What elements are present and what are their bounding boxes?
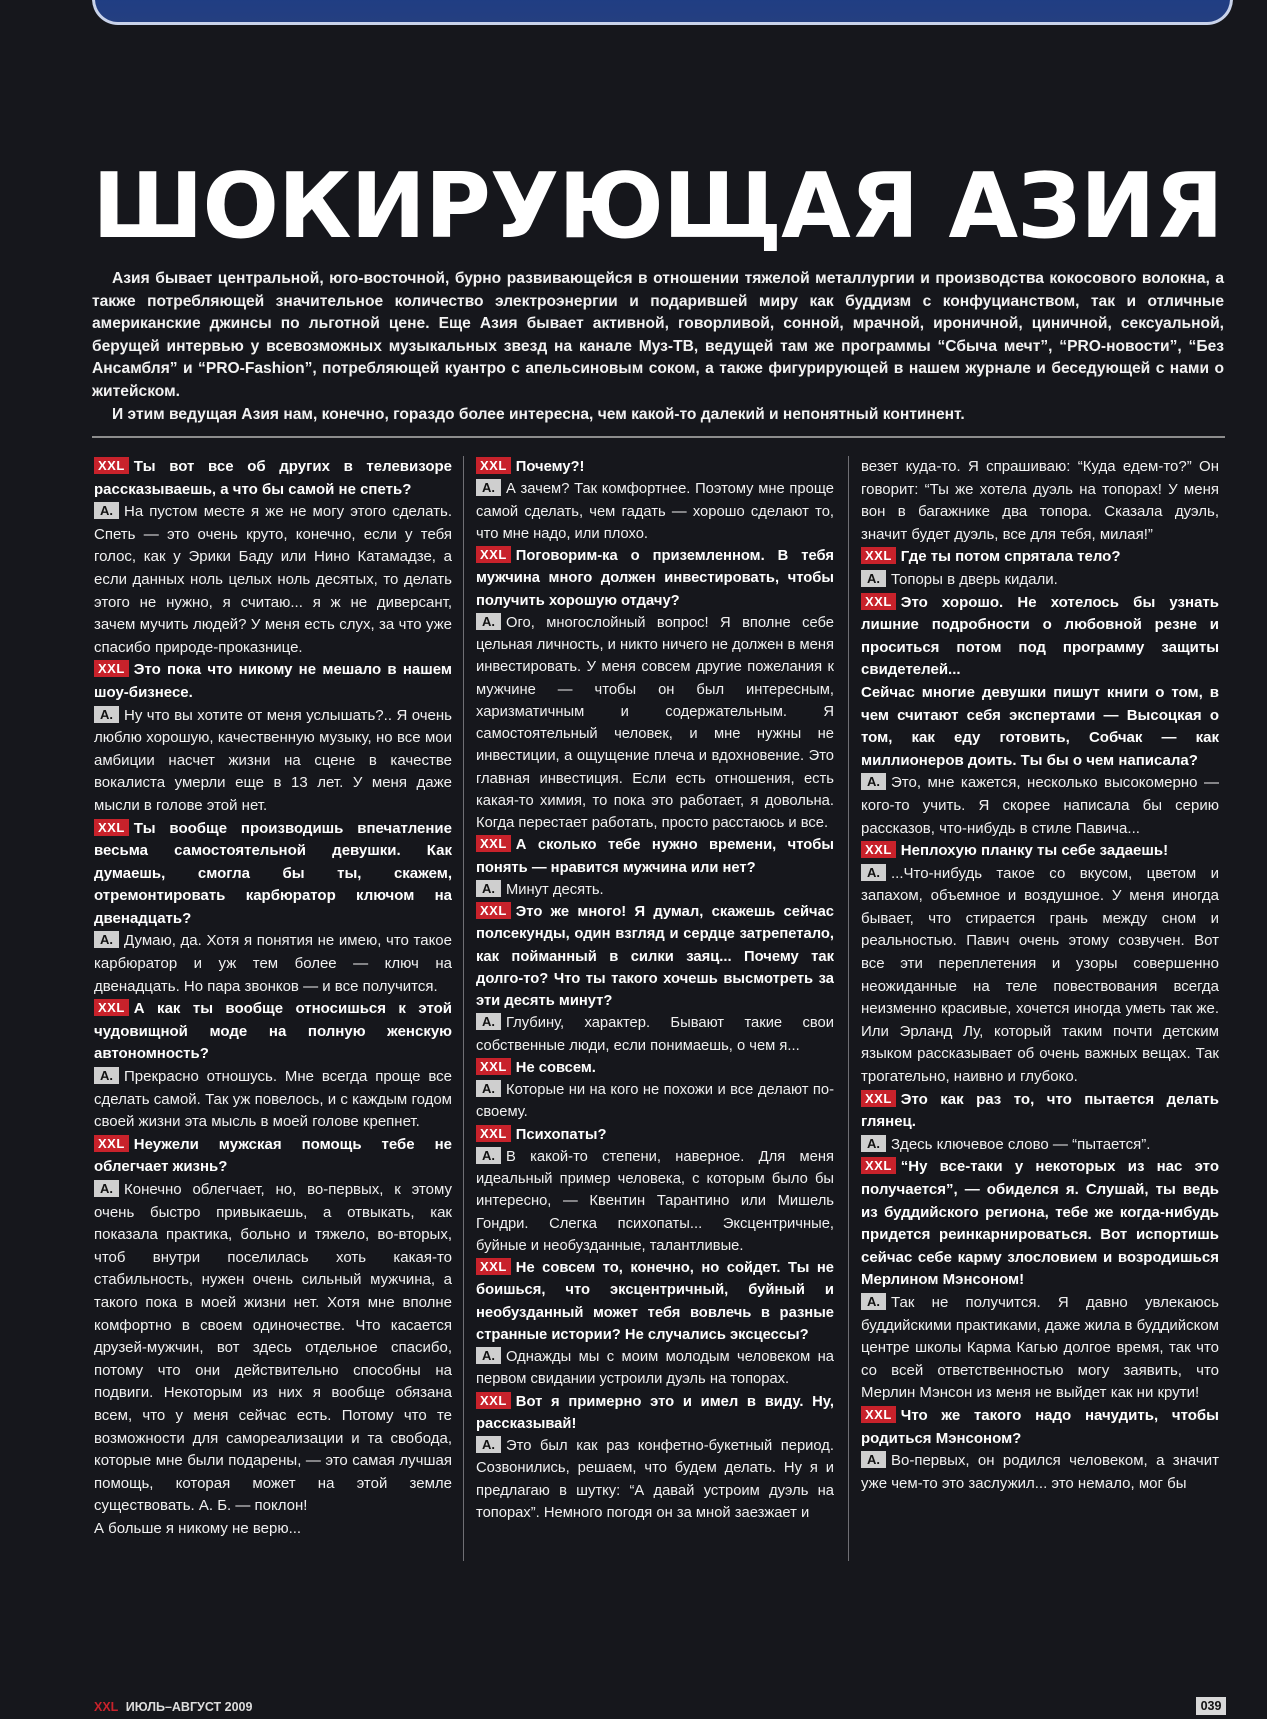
paragraph-text: Топоры в дверь кидали. [891,570,1058,588]
interview-answer [476,1146,834,1257]
paragraph-text: Не совсем то, конечно, но сойдет. Ты не боишься, что эксцентричный, буйный и необузданный может тебя вовлечь в разные странные истории? Не случались эксцессы? [476,1260,834,1343]
paragraph-text: Так не получится. Я давно увлекаюсь буддийскими практиками, даже жила в буддийском центре школы Карма Кагью долгое время, так что со всей ответственностью могу заявить, что Мерлин Мэнсон из меня не выйдет как ни крути! [861,1293,1219,1402]
question-tag: XXL [476,902,511,919]
question-tag: XXL [476,457,511,474]
answer-tag: А. [476,1436,501,1453]
question-tag: XXL [476,1058,511,1075]
paragraph-text: Конечно облегчает, но, во-первых, к этому очень быстро привыкаешь, а отвыкать, как показала практика, больно и тяжело, во-вторых, чтоб внутри поселилась хоть какая-то стабильность, нужен очень сильный мужчина, а такого пока в моей жизни нет. Хотя мне вполне комфортно в своем одиночестве. Что касается друзей-мужчин, вот здесь отдельное спасибо, потому что они действительно способны на подвиги. Некоторым из них я вообще обязана всем, что у меня сейчас есть. Потому что те возможности для самореализации и та свобода, которые мне были подарены, — это самая лучшая помощь, которая может на этой земле существовать. А. Б. — поклон! [94,1181,452,1515]
interview-answer [94,1179,452,1518]
answer-tag: А. [861,1135,886,1152]
interview-answer [861,1292,1219,1405]
interview-answer [861,863,1219,1089]
column-2 [476,456,834,1561]
section-divider [92,436,1225,438]
question-tag: XXL [861,547,896,564]
paragraph-text: Ты вообще производишь впечатление весьма самостоятельной девушки. Как думаешь, смогла бы ты, скажем, отремонтировать карбюратор ключом на двенадцать? [94,819,452,927]
paragraph-text: А сколько тебе нужно времени, чтобы понять — нравится мужчина или нет? [476,837,834,876]
paragraph-text: Минут десять. [506,881,604,898]
paragraph-text: Неужели мужская помощь тебе не облегчает жизнь? [94,1135,452,1176]
interview-question [476,901,834,1012]
interview-question [94,818,452,931]
answer-tag: А. [476,1013,501,1030]
interview-question [861,592,1219,682]
paragraph-text: Однажды мы с моим молодым человеком на первом свидании устроили дуэль на топорах. [476,1349,834,1388]
paragraph-text: Вот я примерно это и имел в виду. Ну, рассказывай! [476,1393,834,1432]
question-tag: XXL [94,457,129,474]
question-tag: XXL [476,1125,511,1142]
interview-answer [94,1066,452,1134]
paragraph-text: А больше я никому не верю... [94,1519,302,1537]
interview-answer [476,1346,834,1391]
interview-question [861,682,1219,772]
paragraph-text: Здесь ключевое слово — “пытается”. [891,1135,1151,1153]
interview-answer [476,1079,834,1124]
paragraph-text: На пустом месте я же не могу этого сделать. Спеть — это очень круто, конечно, если у тебя голос, как у Эрики Баду или Нино Катамадзе, а если данных ноль целых ноль десятых, то делать этого не нужно, я считаю... я ж не диверсант, зачем мучить людей? У меня есть слух, за что уже спасибо природе-проказнице. [94,503,452,656]
paragraph-text: Которые ни на кого не похожи и все делают по-своему. [476,1082,834,1121]
interview-answer [861,772,1219,840]
paragraph-text: Это, мне кажется, несколько высокомерно — кого-то учить. Я скорее написала бы серию рассказов, что-нибудь в стиле Павича... [861,774,1219,837]
interview-question [94,1134,452,1179]
answer-tag: А. [94,502,119,519]
interview-answer [476,879,834,901]
question-tag: XXL [861,1090,896,1107]
answer-tag: А. [861,1451,886,1468]
interview-answer [94,705,452,818]
answer-tag: А. [94,1180,119,1197]
paragraph-text: Ну что вы хотите от меня услышать?.. Я очень люблю хорошую, качественную музыку, но все мои амбиции насчет жизни на сцене в качестве вокалиста умерли еще в 13 лет. У меня даже мысли в голове этой нет. [94,706,452,814]
paragraph-text: Психопаты? [515,1126,607,1143]
answer-tag: А. [861,773,886,790]
paragraph-text: Не совсем. [515,1059,596,1076]
answer-tag: А. [861,864,886,881]
lead-text-2: И этим ведущая Азия нам, конечно, гораздо более интересна, чем какой-то далекий и непонятный континент. [112,405,965,423]
interview-answer [476,1435,834,1524]
paragraph-text: Глубину, характер. Бывают такие свои собственные люди, если понимаешь, о чем я... [476,1015,834,1054]
question-tag: XXL [861,1157,896,1174]
question-tag: XXL [476,1258,511,1275]
paragraph-text: Ты вот все об других в телевизоре рассказываешь, а что бы самой не спеть? [94,458,452,498]
footer [94,1700,252,1714]
paragraph-text: В какой-то степени, наверное. Для меня идеальный пример человека, с которым было бы интересно, — Квентин Тарантино или Мишель Гондри. Слегка психопаты... Эксцентричные, буйные и необузданные, талантливые. [476,1148,834,1254]
interview-answer [861,1134,1219,1157]
paragraph-text: Неплохую планку ты себе задаешь! [900,842,1169,860]
interview-answer [861,1450,1219,1495]
question-tag: XXL [94,1135,129,1152]
paragraph-text: Сейчас многие девушки пишут книги о том, в чем считают себя экспертами — Высоцкая о том, как еду готовить, Собчак — как миллионеров доить. Ты бы о чем написала? [861,683,1219,769]
paragraph-text: везет куда-то. Я спрашиваю: “Куда едем-то?” Он говорит: “Ты же хотела дуэль на топорах! У меня вон в багажнике два топора. Сказала дуэль, значит будет дуэль, все для тебя, милая!” [861,458,1219,543]
page-number: 039 [1196,1697,1226,1715]
interview-question [476,456,834,478]
interview-answer [476,1012,834,1057]
paragraph-text: Думаю, да. Хотя я понятия не имею, что такое карбюратор и уж тем более — ключ на двенадцать. Но пара звонков — и все получится. [94,932,452,995]
paragraph-text: Это хорошо. Не хотелось бы узнать лишние подробности о любовной резне и проситься потом под программу защиты свидетелей... [861,593,1219,679]
interview-question [476,1124,834,1146]
paragraph-text: ...Что-нибудь такое со вкусом, цветом и запахом, объемное и воздушное. У меня иногда бывает, что стирается грань между сном и реальностью. Павич очень этому созвучен. Вот все эти переплетения и узоры совершенно неожиданные на теле повествования всегда неизменно красивые, хочется иногда уметь так же. Или Эрланд Лу, который таким почти детским языком рассказывает об очень важных вещах. Так трогательно, наивно и глубоко. [861,864,1219,1086]
answer-tag: А. [94,931,119,948]
paragraph-text: Что же такого надо начудить, чтобы родиться Мэнсоном? [861,1406,1219,1447]
paragraph-text: А зачем? Так комфортнее. Поэтому мне проще самой сделать, чем гадать — хорошо сделают то, что мне надо, или плохо. [476,481,834,542]
column-separator [463,456,464,1561]
interview-question [476,1391,834,1436]
interview-question [861,1405,1219,1450]
interview-question [476,1257,834,1346]
lead-paragraph [92,268,1224,426]
answer-tag: А. [476,479,501,496]
interview-answer [94,930,452,998]
question-tag: XXL [861,593,896,610]
answer-tag: А. [94,706,119,723]
interview-question [476,1057,834,1079]
interview-question [476,834,834,879]
footer-brand: XXL [94,1700,119,1714]
interview-question [94,456,452,501]
interview-question [861,1089,1219,1134]
answer-tag: А. [476,613,501,630]
page-title: ШОКИРУЮЩАЯ АЗИЯ [92,154,1223,259]
interview-answer [94,501,452,659]
interview-answer [476,612,834,835]
column-separator [848,456,849,1561]
answer-tag: А. [476,1347,501,1364]
paragraph-text: Это пока что никому не мешало в нашем шоу-бизнесе. [94,661,452,701]
answer-tag: А. [476,880,501,897]
paragraph-text: Это как раз то, что пытается делать глянец. [861,1090,1219,1131]
interview-answer [861,569,1219,592]
paragraph-text: Где ты потом спрятала тело? [900,548,1121,566]
answer-tag: А. [861,570,886,587]
column-1 [94,456,452,1561]
paragraph-text: Поговорим-ка о приземленном. В тебя мужчина много должен инвестировать, чтобы получить хорошую отдачу? [476,548,834,609]
paragraph-text: Прекрасно отношусь. Мне всегда проще все сделать самой. Так уж повелось, и с каждым годом своей жизни эта мысль в моей голове крепнет. [94,1068,452,1131]
answer-tag: А. [476,1080,501,1097]
question-tag: XXL [476,835,511,852]
paragraph-text: Во-первых, он родился человеком, а значит уже чем-то это заслужил... это немало, мог бы [861,1452,1219,1492]
paragraph-text: Это же много! Я думал, скажешь сейчас полсекунды, один взгляд и сердце затрепетало, как пойманный в силки заяц... Почему так долго-то? Что ты такого хочешь высмотреть за эти десять минут? [476,904,834,1009]
question-tag: XXL [94,999,129,1016]
paragraph-text: А как ты вообще относишься к этой чудовищной моде на полную женскую автономность? [94,1000,452,1063]
paragraph-text: Ого, многослойный вопрос! Я вполне себе цельная личность, и никто ничего не должен в меня инвестировать. У меня совсем другие пожелания к мужчине — чтобы он был интересным, харизматичным и содержательным. Я самостоятельный человек, и мне нужны не инвестиции, а ощущение плеча и вдохновение. Это главная инвестиция. Если есть отношения, есть какая-то химия, то пока это работает, я довольна. Когда перестает работать, просто расстаюсь и все. [476,614,834,831]
column-3 [861,456,1219,1561]
interview-question [94,998,452,1066]
lead-text-1: Азия бывает центральной, юго-восточной, бурно развивающейся в отношении тяжелой металлургии и производства кокосового волокна, а также потребляющей значительное количество электроэнергии и подарившей миру как буддизм с конфуцианством, так и отличные американские джинсы по льготной цене. Еще Азия бывает активной, говорливой, сонной, мрачной, ироничной, циничной, сексуальной, берущей интервью у всевозможных музыкальных звезд на канале Муз-ТВ, ведущей там же программы “Сбыча мечт”, “PRO-новости”, “Без Ансамбля” и “PRO-Fashion”, потребляющей куантро с апельсиновым соком, а также фигурирующей в нашем журнале и беседующей с нами о житейском. [92,270,1224,400]
question-tag: XXL [94,660,129,677]
interview-question [94,659,452,704]
top-frame [92,0,1233,25]
paragraph-text: “Ну все-таки у некоторых из нас это получается”, — обиделся я. Слушай, ты ведь из буддийского региона, тебе же когда-нибудь придется реинкарнироваться. Вот испортишь сейчас себе карму злословием и возродишься Мерлином Мэнсоном! [861,1158,1219,1289]
answer-tag: А. [94,1067,119,1084]
interview-question [861,546,1219,569]
paragraph-text: Почему?! [515,459,585,475]
question-tag: XXL [94,819,129,836]
interview-question [861,840,1219,863]
question-tag: XXL [861,841,896,858]
interview-text [861,456,1219,546]
question-tag: XXL [476,546,511,563]
interview-answer [476,478,834,545]
interview-question [861,1156,1219,1292]
interview-question [476,545,834,612]
question-tag: XXL [476,1392,511,1409]
footer-issue: ИЮЛЬ–АВГУСТ 2009 [125,1700,253,1714]
answer-tag: А. [476,1147,501,1164]
paragraph-text: Это был как раз конфетно-букетный период. Созвонились, решаем, что будем делать. Ну я и предлагаю в шутку: “А давай устроим дуэль на топорах”. Немного погодя он за мной заезжает и [476,1438,834,1521]
answer-tag: А. [861,1293,886,1310]
question-tag: XXL [861,1406,896,1423]
interview-text [94,1518,452,1541]
